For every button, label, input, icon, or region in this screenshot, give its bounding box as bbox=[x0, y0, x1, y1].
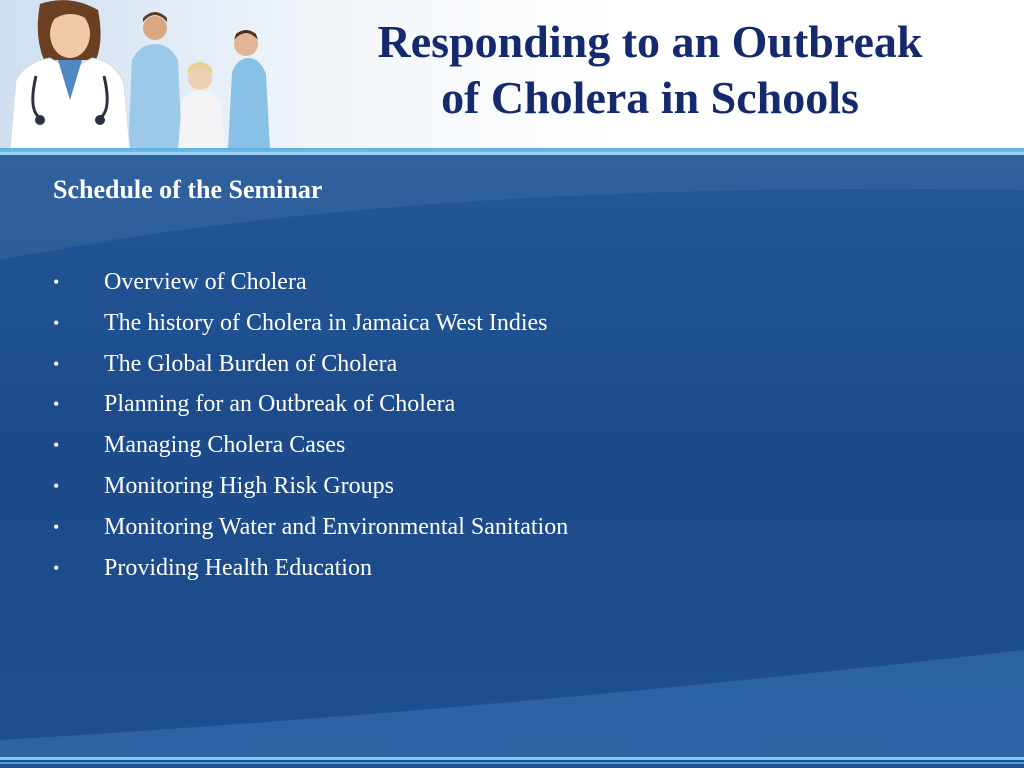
footer-divider-dark bbox=[0, 762, 1024, 764]
section-subtitle: Schedule of the Seminar bbox=[53, 175, 323, 204]
footer-divider bbox=[0, 757, 1024, 760]
list-item-text: Planning for an Outbreak of Cholera bbox=[104, 391, 456, 418]
header-banner bbox=[0, 0, 1024, 150]
list-item-text: The history of Cholera in Jamaica West Indies bbox=[104, 309, 548, 336]
bullet-icon: • bbox=[53, 394, 60, 415]
list-item-text: Managing Cholera Cases bbox=[104, 432, 346, 459]
list-item-text: The Global Burden of Cholera bbox=[104, 350, 398, 377]
list-item-text: Monitoring High Risk Groups bbox=[104, 472, 395, 499]
bullet-icon: • bbox=[53, 272, 60, 292]
bullet-icon: • bbox=[53, 516, 60, 537]
title-line-2: of Cholera in Schools bbox=[441, 72, 859, 123]
title-line-1: Responding to an Outbreak bbox=[377, 16, 923, 67]
slide-title bbox=[300, 14, 1000, 126]
bullet-icon: • bbox=[53, 557, 60, 578]
bullet-icon: • bbox=[53, 312, 60, 333]
list-item-text: Overview of Cholera bbox=[104, 269, 307, 295]
bullet-icon: • bbox=[53, 435, 60, 456]
bullet-icon: • bbox=[53, 475, 60, 496]
list-item-text: Monitoring Water and Environmental Sanitation bbox=[104, 513, 569, 540]
list-item-text: Providing Health Education bbox=[104, 554, 372, 581]
medical-staff-photo bbox=[0, 0, 290, 150]
bullet-icon: • bbox=[53, 353, 60, 374]
